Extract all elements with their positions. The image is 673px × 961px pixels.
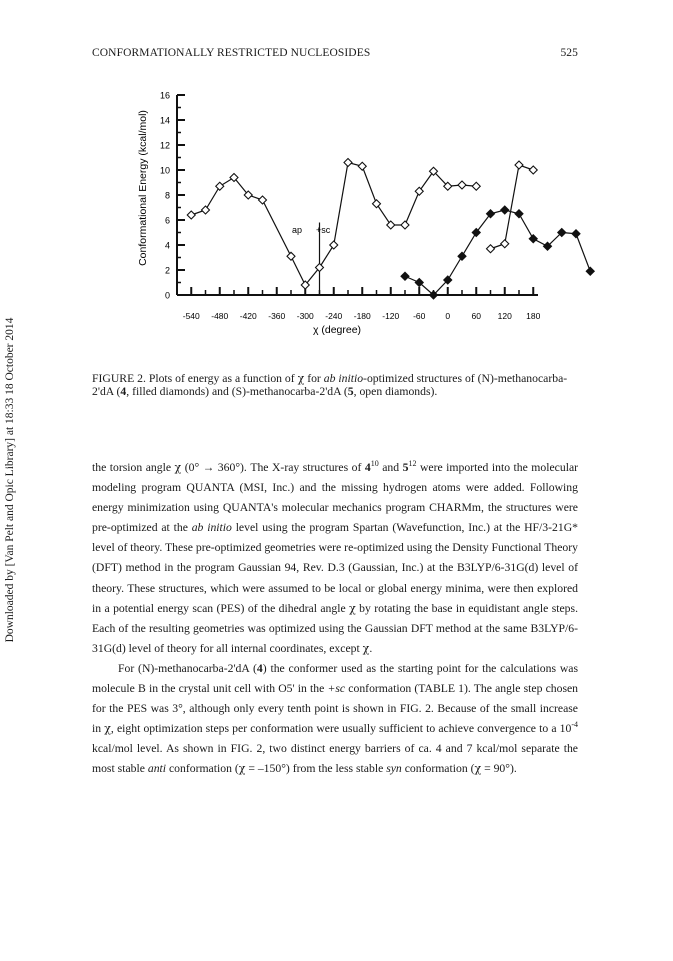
y-tick-label: 6 xyxy=(164,215,170,226)
x-tick-label: 180 xyxy=(526,311,541,321)
chart-plot xyxy=(187,159,594,300)
x-tick-label: -480 xyxy=(211,311,229,321)
open-diamond-marker xyxy=(529,166,537,174)
annotation-ap: ap xyxy=(292,225,303,235)
figure-caption: FIGURE 2. Plots of energy as a function of χ for ab initio-optimized structures of (N)-methanocarba-2'dA (4, filled diamonds) and (S)-methanocarba-2'dA (5, open diamonds). xyxy=(92,372,568,398)
x-tick-label: -180 xyxy=(353,311,371,321)
y-tick-label: 14 xyxy=(159,115,170,126)
paragraph-2: For (N)-methanocarba-2'dA (4) the conformer used as the starting point for the calculations was molecule B in the crystal unit cell with O5' in the +sc conformation (TABLE 1). The angle step chosen for the PES was 3°, although only every tenth point is shown in FIG. 2. Because of the small increase in χ, eight optimization steps per conformation were usually sufficient to achieve convergence to a $10^{-4}$ kcal/mol level. As shown in FIG. 2, two distinct energy barriers of ca. 4 and 7 kcal/mol separate the most stable anti conformation (χ = –150°) from the less stable syn conformation (χ = 90°). xyxy=(92,661,579,776)
paragraph-1: the torsion angle χ (0° → 360°). The X-ray structures of $4^{10}$ and $5^{12}$ were imported into the molecular modeling program QUANTA (MSI, Inc.) and the missing hydrogen atoms were added. Following energy minimization using QUANTA's molecular mechanics program CHARMm, the structures were pre-optimized at the ab initio level using the program Spartan (Wavefunction, Inc.) at the HF/3-21G* level of theory. These pre-optimized geometries were re-optimized using the Density Functional Theory (DFT) method in the program Gaussian 94, Rev. D.3 (Gaussian, Inc.) at the B3LYP/6-31G(d) level of theory. These structures, which were assumed to be local or global energy minima, were then explored in a potential energy scan (PES) of the dihedral angle χ by rotating the base in equidistant angle steps. Each of the resulting geometries was optimized using the Gaussian DFT method at the same B3LYP/6-31G(d) level of theory for all internal coordinates, except χ. xyxy=(92,459,579,655)
chart-axes xyxy=(160,91,541,322)
open-diamond-marker xyxy=(515,161,523,169)
series-line xyxy=(405,210,590,295)
open-diamond-marker xyxy=(344,159,352,167)
filled-diamond-marker xyxy=(458,252,466,260)
y-tick-label: 4 xyxy=(164,240,170,251)
y-tick-label: 0 xyxy=(164,290,170,301)
filled-diamond-marker xyxy=(586,267,594,275)
x-tick-label: 0 xyxy=(445,311,451,321)
open-diamond-marker xyxy=(187,211,195,219)
annotation-sc: +sc xyxy=(316,225,331,235)
open-diamond-marker xyxy=(259,196,267,204)
y-tick-label: 10 xyxy=(159,165,170,176)
open-diamond-marker xyxy=(487,245,495,253)
open-diamond-marker xyxy=(216,182,224,190)
x-tick-label: -420 xyxy=(239,311,257,321)
x-tick-label: -540 xyxy=(182,311,200,321)
open-diamond-marker xyxy=(458,181,466,189)
open-diamond-marker xyxy=(472,182,480,190)
open-diamond-marker xyxy=(373,200,381,208)
page-number: 525 xyxy=(560,47,578,59)
y-tick-label: 2 xyxy=(164,265,170,276)
filled-diamond-marker xyxy=(501,206,509,214)
y-tick-label: 12 xyxy=(159,140,170,151)
open-diamond-marker xyxy=(415,187,423,195)
x-tick-label: -300 xyxy=(296,311,314,321)
energy-chart xyxy=(0,0,673,360)
x-axis-label: χ (degree) xyxy=(312,324,362,336)
x-tick-label: -360 xyxy=(268,311,286,321)
open-diamond-marker xyxy=(501,240,509,248)
open-diamond-marker xyxy=(358,162,366,170)
open-diamond-marker xyxy=(401,221,409,229)
open-diamond-marker xyxy=(387,221,395,229)
open-diamond-marker xyxy=(330,241,338,249)
download-watermark: Downloaded by [Van Pelt and Opic Library] at 18:33 18 October 2014 xyxy=(4,317,16,643)
series-line xyxy=(491,165,534,249)
open-diamond-marker xyxy=(287,252,295,260)
x-tick-label: 120 xyxy=(497,311,512,321)
y-tick-label: 8 xyxy=(164,190,170,201)
x-tick-label: -120 xyxy=(382,311,400,321)
open-diamond-marker xyxy=(202,206,210,214)
y-tick-label: 16 xyxy=(159,90,170,101)
y-axis-label: Conformational Energy (kcal/mol) xyxy=(137,110,149,266)
filled-diamond-marker xyxy=(515,210,523,218)
filled-diamond-marker xyxy=(572,230,580,238)
x-tick-label: -240 xyxy=(325,311,343,321)
filled-diamond-marker xyxy=(529,235,537,243)
running-title: CONFORMATIONALLY RESTRICTED NUCLEOSIDES xyxy=(92,47,371,59)
x-tick-label: 60 xyxy=(471,311,481,321)
x-tick-label: -60 xyxy=(413,311,426,321)
body-text xyxy=(92,458,578,780)
filled-diamond-marker xyxy=(401,272,409,280)
